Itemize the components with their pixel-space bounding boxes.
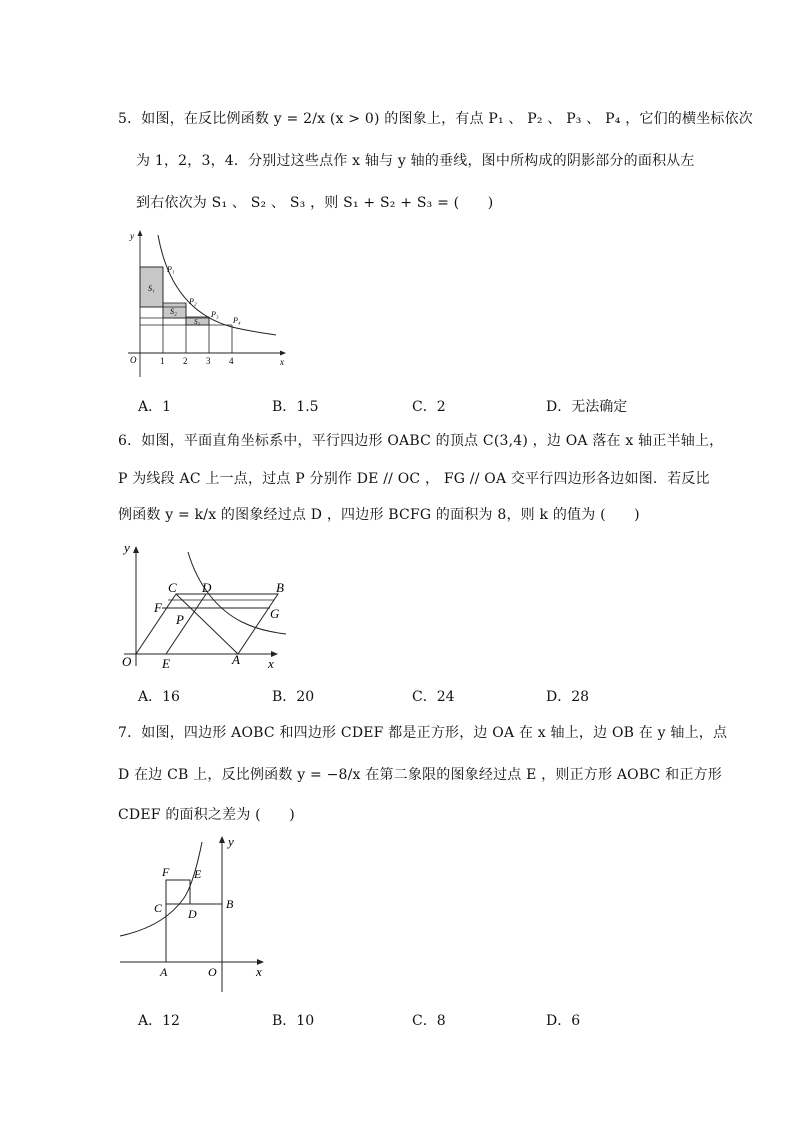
q5-option-b[interactable]: B．1.5: [272, 399, 319, 415]
q6-label-a: A: [232, 652, 240, 667]
q5-tick-3: 3: [206, 356, 211, 366]
q7-label-x: x: [256, 964, 262, 979]
q7-option-b[interactable]: B．10: [272, 1013, 315, 1029]
q7-line-3: CDEF 的面积之差为 ( ): [118, 807, 295, 823]
q5-point-p2: P₂: [189, 297, 197, 306]
q7-square-cdef: [166, 880, 190, 904]
q7-label-o: O: [208, 965, 217, 979]
q6-option-d[interactable]: D．28: [546, 689, 590, 705]
q6-option-c[interactable]: C．24: [412, 689, 455, 705]
q6-label-g: G: [270, 606, 280, 621]
q7-label-b: B: [226, 897, 234, 911]
q6-label-e: E: [162, 656, 170, 671]
q5-point-p1: P₁: [167, 265, 175, 274]
q7-label-y: y: [228, 834, 234, 849]
q5-line-2: 为 1，2，3，4．分别过这些点作 x 轴与 y 轴的垂线，图中所构成的阴影部分的面积从左: [136, 153, 695, 169]
q7-label-c: C: [154, 901, 163, 915]
q7-label-f: F: [162, 865, 170, 879]
q6-label-p: P: [176, 612, 184, 627]
q6-label-b: B: [276, 580, 284, 595]
q5-origin: O: [130, 355, 137, 365]
q7-line-2: D 在边 CB 上，反比例函数 y = −8/x 在第二象限的图象经过点 E ，则正方形 AOBC 和正方形: [118, 767, 722, 783]
q6-label-x: x: [268, 656, 274, 671]
q5-figure: [118, 225, 294, 385]
q7-label-a: A: [160, 965, 168, 979]
q6-figure: [118, 538, 292, 674]
q5-option-c[interactable]: C．2: [412, 399, 446, 415]
q7-figure: [118, 832, 274, 998]
q5-x-label: x: [280, 357, 284, 367]
q7-option-a[interactable]: A．12: [138, 1013, 180, 1029]
q5-label-s2: S₂: [170, 307, 177, 316]
q6-option-a[interactable]: A．16: [138, 689, 180, 705]
q7-option-c[interactable]: C．8: [412, 1013, 446, 1029]
q5-option-d[interactable]: D．无法确定: [546, 399, 628, 415]
q5-line-1: 5．如图，在反比例函数 y = 2/x (x > 0) 的图象上，有点 P₁ 、 P₂ 、 P₃ 、 P₄ ，它们的横坐标依次: [118, 111, 754, 127]
q6-label-y: y: [124, 540, 130, 555]
q6-line-2: P 为线段 AC 上一点，过点 P 分别作 DE // OC ， FG // OA 交平行四边形各边如图．若反比: [118, 471, 710, 487]
q5-point-p3: P₃: [211, 310, 219, 319]
q5-y-label: y: [130, 231, 134, 241]
q5-line-3: 到右依次为 S₁ 、 S₂ 、 S₃ ，则 S₁ + S₂ + S₃ = ( ): [136, 195, 494, 211]
q5-tick-1: 1: [160, 356, 165, 366]
q6-label-o: O: [122, 654, 132, 669]
q6-label-f: F: [154, 600, 162, 615]
q6-line-1: 6．如图，平面直角坐标系中，平行四边形 OABC 的顶点 C(3,4) ，边 OA 落在 x 轴正半轴上，: [118, 433, 724, 449]
q5-label-s3: S₃: [194, 318, 200, 326]
q7-label-e: E: [194, 867, 202, 881]
q6-line-3: 例函数 y = k/x 的图象经过点 D ，四边形 BCFG 的面积为 8，则 k 的值为 ( ): [118, 507, 640, 523]
q6-label-c: C: [168, 580, 177, 595]
q5-tick-4: 4: [229, 356, 234, 366]
q7-line-1: 7．如图，四边形 AOBC 和四边形 CDEF 都是正方形，边 OA 在 x 轴上，边 OB 在 y 轴上，点: [118, 725, 728, 741]
q6-label-d: D: [202, 580, 212, 595]
q5-point-p4: P₄: [233, 316, 241, 325]
q7-label-d: D: [188, 907, 197, 921]
q6-line-ac: [176, 594, 238, 654]
q5-curve: [158, 235, 276, 335]
q5-label-s1: S₁: [148, 284, 155, 293]
q5-tick-2: 2: [183, 356, 188, 366]
q7-option-d[interactable]: D．6: [546, 1013, 581, 1029]
q6-option-b[interactable]: B．20: [272, 689, 315, 705]
q5-option-a[interactable]: A．1: [138, 399, 172, 415]
